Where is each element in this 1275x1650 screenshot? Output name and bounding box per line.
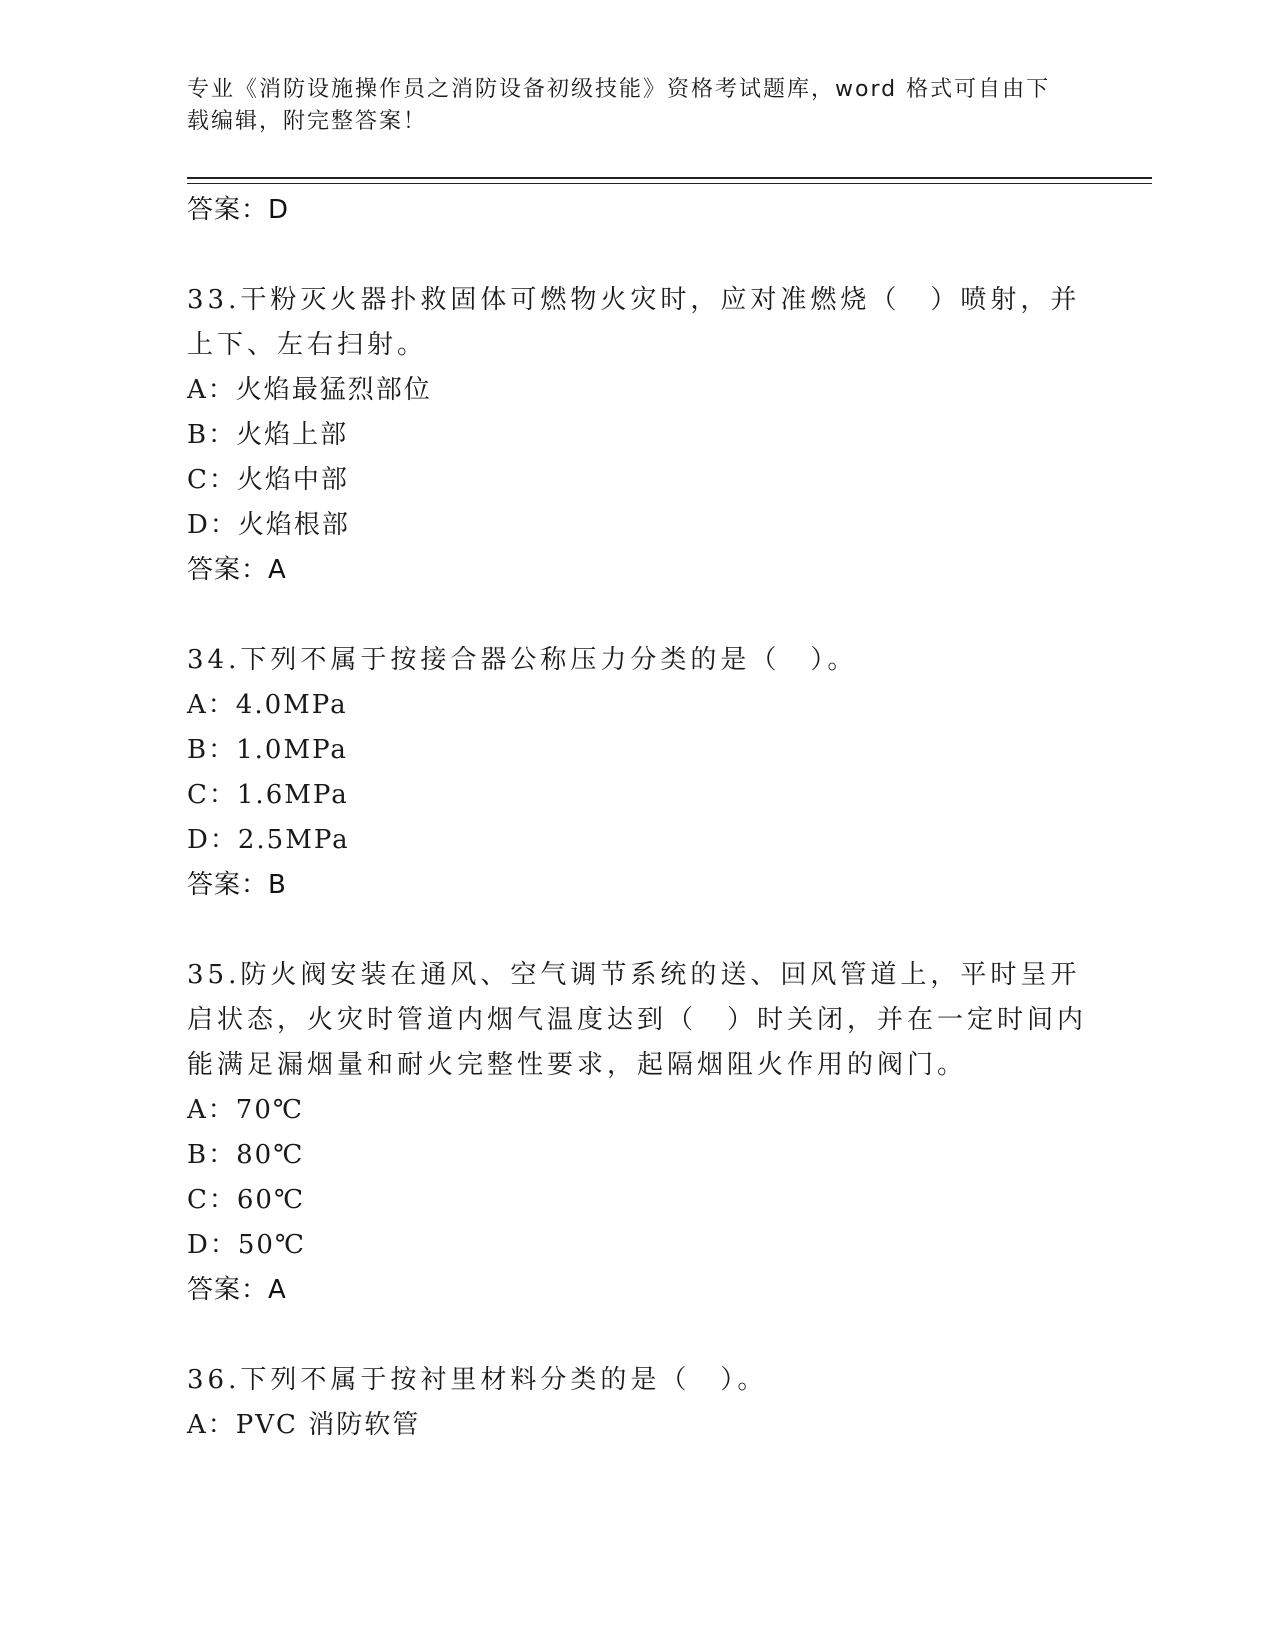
page-header — [187, 74, 1067, 138]
option-d: D：2.5MPa — [187, 825, 350, 855]
question-35 — [187, 953, 1087, 1312]
answer-line: 答案：D — [187, 195, 290, 225]
header-divider-thick — [187, 177, 1152, 179]
question-text: 33.干粉灭火器扑救固体可燃物火灾时，应对准燃烧（ ）喷射，并上下、左右扫射。 — [187, 285, 1081, 360]
option-b: B：1.0MPa — [187, 735, 348, 765]
option-a: A：4.0MPa — [187, 690, 348, 720]
option-a: A：PVC 消防软管 — [187, 1410, 421, 1440]
option-d: D：50℃ — [187, 1230, 307, 1260]
question-text: 36.下列不属于按衬里材料分类的是（ ）。 — [187, 1365, 768, 1395]
question-34 — [187, 638, 1087, 907]
question-list — [187, 188, 1087, 1448]
option-c: C：火焰中部 — [187, 465, 349, 495]
option-b: B：火焰上部 — [187, 420, 349, 450]
answer-line: 答案：B — [187, 870, 287, 900]
question-36 — [187, 1358, 1087, 1448]
header-line-1: 专业《消防设施操作员之消防设备初级技能》资格考试题库，word 格式可自由下 — [187, 77, 1051, 102]
question-text: 35.防火阀安装在通风、空气调节系统的送、回风管道上，平时呈开启状态，火灾时管道内烟气温度达到（ ）时关闭，并在一定时间内能满足漏烟量和耐火完整性要求，起隔烟阻火作用的阀门。 — [187, 960, 1088, 1080]
answer-line: 答案：A — [187, 1275, 287, 1305]
header-line-2: 载编辑，附完整答案！ — [187, 109, 428, 134]
question-33 — [187, 278, 1087, 592]
header-divider-thin — [187, 183, 1152, 184]
option-c: C：60℃ — [187, 1185, 306, 1215]
option-a: A：70℃ — [187, 1095, 304, 1125]
option-c: C：1.6MPa — [187, 780, 349, 810]
question-text: 34.下列不属于按接合器公称压力分类的是（ ）。 — [187, 645, 858, 675]
option-a: A：火焰最猛烈部位 — [187, 375, 432, 405]
option-b: B：80℃ — [187, 1140, 305, 1170]
answer-line: 答案：A — [187, 555, 287, 585]
option-d: D：火焰根部 — [187, 510, 350, 540]
